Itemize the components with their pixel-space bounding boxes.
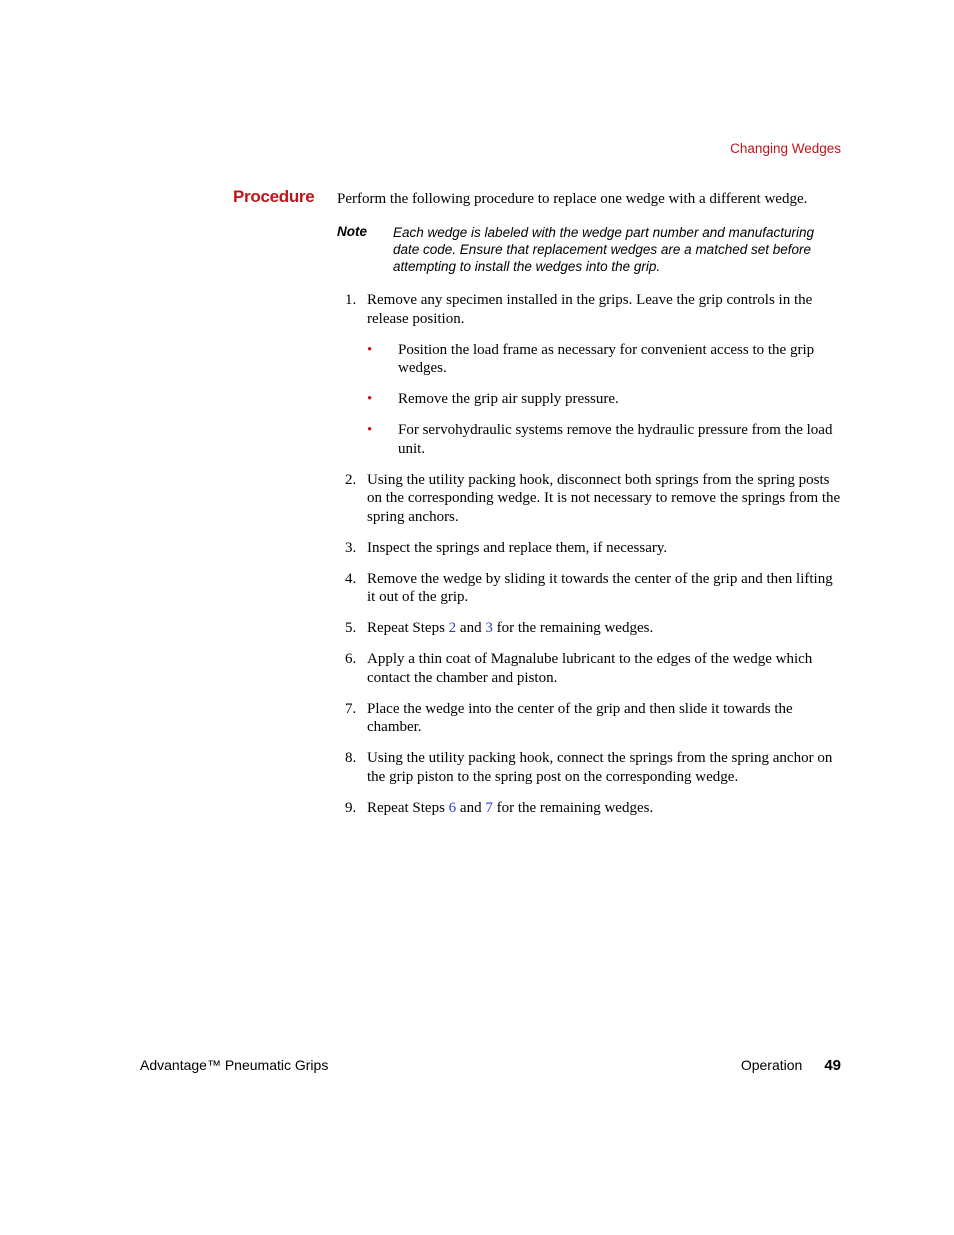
step-2-link[interactable]: 2 [448, 620, 457, 636]
step-text: Place the wedge into the center of the grip and then slide it towards the chamber. [367, 700, 793, 735]
step-7-link[interactable]: 7 [485, 799, 493, 816]
bullet-item [367, 390, 842, 409]
step-text: Remove the wedge by sliding it towards the center of the grip and then lifting it out of the grip. [367, 570, 833, 605]
step-text-start: Repeat Steps [367, 620, 449, 636]
step-number: 7. [345, 700, 357, 717]
step-text [367, 619, 842, 638]
bullet-text: For servohydraulic systems remove the hydraulic pressure from the load unit. [398, 422, 833, 457]
step-number: 3. [345, 539, 357, 556]
bullet-item [367, 341, 842, 378]
note-label: Note [337, 224, 367, 239]
step-text-start: Repeat Steps [367, 799, 449, 816]
step-8 [337, 749, 842, 786]
step-number: 6. [345, 651, 357, 667]
step-number: 9. [345, 799, 357, 816]
step-text-end: for the remaining wedges. [492, 620, 654, 636]
step-number: 4. [345, 570, 357, 587]
step-number: 1. [345, 292, 357, 308]
step-3 [337, 539, 842, 558]
step-text: Using the utility packing hook, disconnect both springs from the spring posts on the corresponding wedge. It is not necessary to remove the springs from the spring anchors. [367, 471, 841, 525]
step-6-link[interactable]: 6 [448, 799, 457, 816]
step-text-middle: and [456, 799, 486, 816]
section-title: Procedure [233, 187, 315, 206]
footer-document-title: Advantage™ Pneumatic Grips [140, 1057, 329, 1073]
running-head: Changing Wedges [730, 141, 841, 156]
step-text: Inspect the springs and replace them, if necessary. [367, 539, 668, 556]
step-text-end: for the remaining wedges. [492, 799, 654, 816]
bullet-icon: • [367, 341, 373, 358]
bullet-icon: • [367, 422, 373, 438]
step-number: 2. [345, 471, 357, 488]
step-number: 5. [345, 620, 357, 636]
step-1 [337, 291, 842, 458]
step-text: Remove any specimen installed in the grips. Leave the grip controls in the release position. [367, 292, 813, 327]
step-3-link[interactable]: 3 [485, 620, 493, 636]
footer-chapter: Operation [740, 1057, 803, 1073]
bullet-text: Position the load frame as necessary for convenient access to the grip wedges. [398, 341, 815, 376]
page-number: 49 [824, 1057, 841, 1074]
bullet-text: Remove the grip air supply pressure. [398, 391, 619, 407]
step-1-bullets [367, 341, 842, 459]
step-text [367, 799, 842, 818]
step-7 [337, 700, 842, 737]
step-number: 8. [345, 750, 357, 766]
step-4 [337, 570, 842, 607]
step-2 [337, 471, 842, 527]
step-text: Apply a thin coat of Magnalube lubricant to the edges of the wedge which contact the chamber and piston. [367, 651, 813, 686]
step-5 [337, 619, 842, 638]
procedure-steps [337, 291, 842, 830]
step-9 [337, 799, 842, 818]
bullet-item [367, 421, 842, 458]
note-text: Each wedge is labeled with the wedge part number and manufacturing date code. Ensure that replacement wedges are a matched set before attempting to install the wedges into the grip. [393, 225, 815, 274]
intro-paragraph: Perform the following procedure to replace one wedge with a different wedge. [337, 191, 808, 207]
footer-right [741, 1057, 841, 1074]
step-text-middle: and [456, 620, 486, 636]
bullet-icon: • [367, 391, 373, 407]
step-6 [337, 650, 842, 687]
step-text: Using the utility packing hook, connect the springs from the spring anchor on the grip piston to the spring post on the corresponding wedge. [367, 750, 833, 785]
